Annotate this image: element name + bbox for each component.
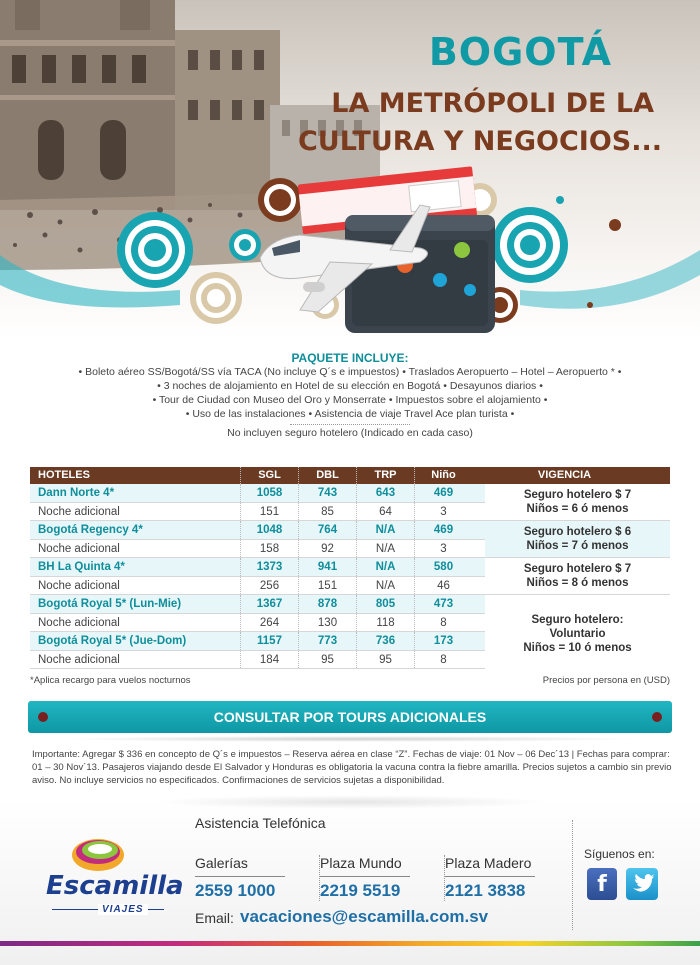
package-note: No incluyen seguro hotelero (Indicado en cada caso): [227, 427, 473, 439]
office-phone[interactable]: 2219 5519: [320, 881, 401, 900]
night-label: Noche adicional: [38, 579, 120, 592]
logo-subtitle: VIAJES: [98, 904, 148, 915]
hero-city-title: BOGOTÁ: [428, 30, 612, 74]
price-trp: N/A: [356, 558, 414, 576]
important-notice: Importante: Agregar $ 336 en concepto de Q´s e impuestos – Reserva aérea en clase “Z”. Fechas de viaje: 01 Nov – 06 Dec´13 | Fechas para comprar: 01 – 30 Nov´13. Pasajeros viajando desde El Salvador y Honduras es obligatoria la vacuna contra la fiebre amarilla. Precios sujetos a cambio sin previo aviso. No incluye servicios no especificados. Confirmaciones de servicios sujetas a disponibilidad.: [32, 749, 672, 786]
price-trp: 64: [356, 503, 414, 521]
logo-wordmark: Escamilla: [46, 871, 184, 901]
email-label: Email:: [195, 910, 234, 926]
price-nino: 173: [414, 632, 472, 650]
package-line: • Boleto aéreo SS/Bogotá/SS vía TACA (No incluye Q´s e impuestos) • Traslados Aeropuerto – Hotel – Aeropuerto * •: [78, 366, 622, 378]
package-includes: [0, 351, 700, 439]
price-sgl: 256: [240, 577, 298, 595]
office-name: Plaza Mundo: [320, 855, 402, 871]
price-dbl: 85: [298, 503, 356, 521]
table-footnote: *Aplica recargo para vuelos nocturnos: [30, 675, 191, 686]
cta-shadow: [60, 736, 640, 742]
brand-color-bar: [0, 941, 700, 946]
office-name: Plaza Madero: [445, 855, 532, 871]
email-link[interactable]: vacaciones@escamilla.com.sv: [240, 907, 489, 926]
vigencia-line: Niños = 7 ó menos: [526, 540, 629, 552]
header-nino: Niño: [414, 467, 472, 484]
vigencia-line: Seguro hotelero $ 7: [523, 489, 632, 501]
price-dbl: 764: [298, 521, 356, 539]
price-trp: 805: [356, 595, 414, 613]
currency-note: Precios por persona en (USD): [542, 675, 670, 686]
price-nino: 580: [414, 558, 472, 576]
footer-shadow: [150, 795, 550, 809]
hero-subtitle-line1: LA METRÓPOLI DE LA: [331, 88, 654, 119]
hotel-name: Dann Norte 4*: [38, 487, 115, 499]
footer-divider: [572, 820, 573, 930]
price-dbl: 151: [298, 577, 356, 595]
phone-assistance-label: Asistencia Telefónica: [195, 815, 326, 831]
price-trp: 118: [356, 614, 414, 632]
vigencia-cell: [485, 595, 670, 669]
office-divider: [195, 876, 285, 877]
follow-us-label: Síguenos en:: [584, 847, 655, 861]
vigencia-cell: [485, 521, 670, 558]
price-sgl: 184: [240, 651, 298, 669]
office-plaza-mundo: [320, 855, 445, 901]
hotel-name: BH La Quinta 4*: [38, 561, 125, 573]
package-line: • Uso de las instalaciones • Asistencia de viaje Travel Ace plan turista •: [185, 408, 515, 420]
hero-banner: [0, 0, 700, 340]
bullet-dot-icon: [652, 712, 662, 722]
vigencia-cell: [485, 484, 670, 521]
price-sgl: 1367: [240, 595, 298, 613]
header-trp: TRP: [356, 467, 414, 484]
package-title: PAQUETE INCLUYE:: [291, 351, 409, 365]
night-label: Noche adicional: [38, 505, 120, 518]
night-label: Noche adicional: [38, 653, 120, 666]
price-sgl: 1058: [240, 484, 298, 502]
hotel-name: Bogotá Royal 5* (Jue-Dom): [38, 635, 187, 647]
hero-subtitle-line2: CULTURA Y NEGOCIOS...: [297, 126, 662, 157]
price-trp: 643: [356, 484, 414, 502]
vigencia-line: Niños = 6 ó menos: [526, 503, 629, 515]
office-phone[interactable]: 2559 1000: [195, 881, 276, 900]
header-sgl: SGL: [240, 467, 298, 484]
twitter-icon[interactable]: [626, 868, 658, 900]
price-sgl: 1157: [240, 632, 298, 650]
price-sgl: 264: [240, 614, 298, 632]
price-nino: 473: [414, 595, 472, 613]
price-sgl: 151: [240, 503, 298, 521]
office-galerias: [195, 855, 320, 901]
price-trp: 95: [356, 651, 414, 669]
price-dbl: 130: [298, 614, 356, 632]
price-nino: 8: [414, 614, 472, 632]
vigencia-line: Niños = 8 ó menos: [526, 577, 629, 589]
price-nino: 3: [414, 540, 472, 558]
package-divider: [290, 424, 410, 425]
price-sgl: 1048: [240, 521, 298, 539]
vigencia-line: Seguro hotelero $ 6: [523, 526, 632, 538]
vigencia-line: Seguro hotelero $ 7: [523, 563, 632, 575]
price-dbl: 95: [298, 651, 356, 669]
price-table: [30, 467, 670, 669]
price-dbl: 773: [298, 632, 356, 650]
price-dbl: 941: [298, 558, 356, 576]
vigencia-line: Niños = 10 ó menos: [523, 642, 632, 654]
office-divider: [445, 876, 535, 877]
header-vigencia: VIGENCIA: [537, 469, 592, 481]
hotel-name: Bogotá Royal 5* (Lun-Mie): [38, 598, 182, 610]
office-plaza-madero: [445, 855, 570, 901]
office-phone[interactable]: 2121 3838: [445, 881, 526, 900]
office-divider: [320, 876, 410, 877]
price-nino: 469: [414, 521, 472, 539]
price-trp: N/A: [356, 577, 414, 595]
price-trp: 736: [356, 632, 414, 650]
table-header: [30, 467, 670, 484]
price-nino: 469: [414, 484, 472, 502]
package-line: • 3 noches de alojamiento en Hotel de su elección en Bogotá • Desayunos diarios •: [157, 380, 543, 392]
price-dbl: 743: [298, 484, 356, 502]
tours-cta-label: CONSULTAR POR TOURS ADICIONALES: [213, 709, 487, 725]
vigencia-cell: [485, 558, 670, 595]
vigencia-line: Voluntario: [549, 628, 606, 640]
night-label: Noche adicional: [38, 542, 120, 555]
header-dbl: DBL: [298, 467, 356, 484]
price-nino: 46: [414, 577, 472, 595]
price-trp: N/A: [356, 521, 414, 539]
office-name: Galerías: [195, 855, 248, 871]
price-sgl: 1373: [240, 558, 298, 576]
facebook-icon[interactable]: f: [587, 868, 617, 900]
price-nino: 3: [414, 503, 472, 521]
twitter-bird-icon: [626, 868, 658, 900]
vigencia-line: Seguro hotelero:: [531, 614, 624, 626]
price-trp: N/A: [356, 540, 414, 558]
package-line: • Tour de Ciudad con Museo del Oro y Monserrate • Impuestos sobre el alojamiento •: [152, 394, 548, 406]
price-dbl: 878: [298, 595, 356, 613]
price-nino: 8: [414, 651, 472, 669]
night-label: Noche adicional: [38, 616, 120, 629]
header-hoteles: HOTELES: [38, 469, 90, 481]
price-dbl: 92: [298, 540, 356, 558]
hotel-name: Bogotá Regency 4*: [38, 524, 143, 536]
bullet-dot-icon: [38, 712, 48, 722]
price-sgl: 158: [240, 540, 298, 558]
tours-cta-button[interactable]: [28, 701, 672, 733]
